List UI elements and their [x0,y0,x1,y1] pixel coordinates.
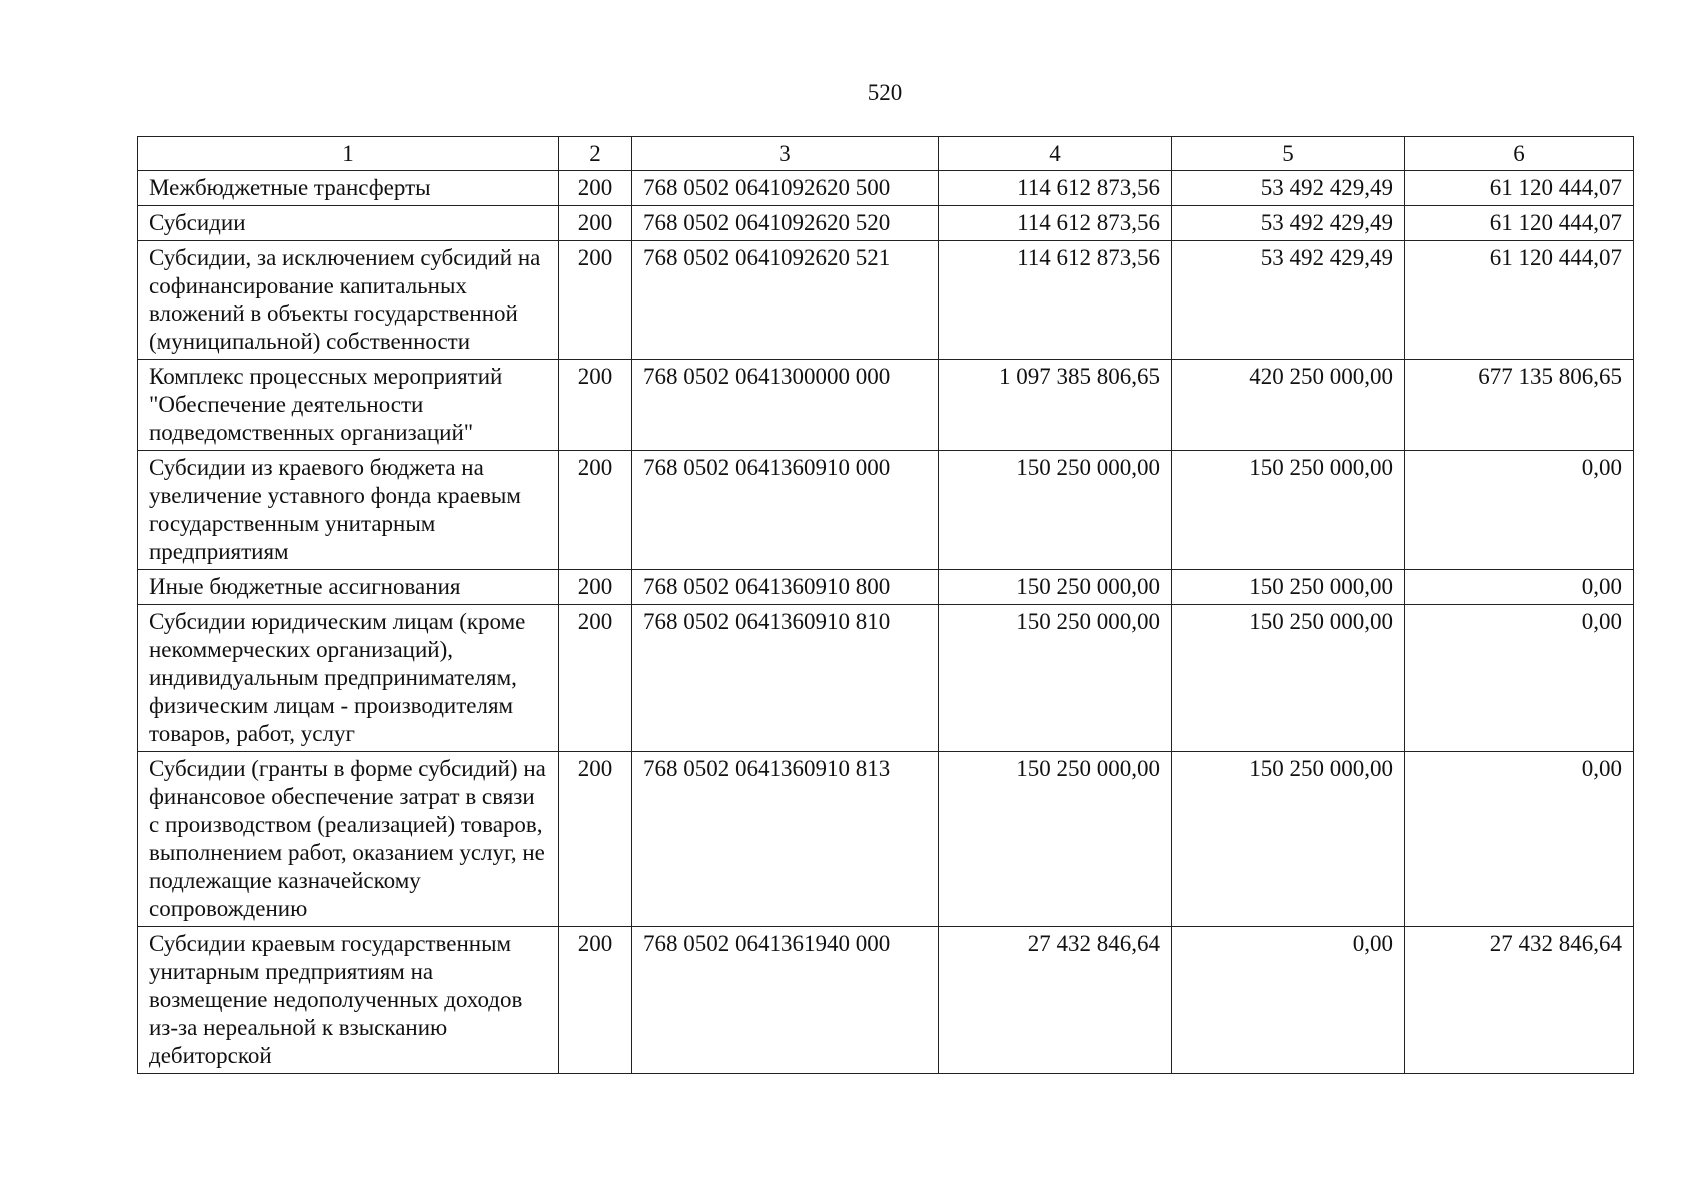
row-col-5: 150 250 000,00 [1172,605,1405,752]
row-kbk: 768 0502 0641092620 500 [632,171,939,206]
row-kbk: 768 0502 0641360910 800 [632,570,939,605]
row-kbk: 768 0502 0641361940 000 [632,927,939,1074]
row-col-5: 53 492 429,49 [1172,206,1405,241]
row-code: 200 [559,241,632,360]
row-col-5: 150 250 000,00 [1172,570,1405,605]
row-code: 200 [559,570,632,605]
header-col-3: 3 [632,137,939,171]
row-col-5: 150 250 000,00 [1172,752,1405,927]
header-col-4: 4 [939,137,1172,171]
row-kbk: 768 0502 0641360910 000 [632,451,939,570]
row-kbk: 768 0502 0641092620 520 [632,206,939,241]
table-row [138,605,1634,752]
row-col-6: 27 432 846,64 [1405,927,1634,1074]
page-number: 520 [867,80,903,105]
row-col-6: 677 135 806,65 [1405,360,1634,451]
row-code: 200 [559,360,632,451]
table-row [138,206,1634,241]
row-name: Субсидии [138,206,559,241]
row-col-4: 150 250 000,00 [939,570,1172,605]
header-row [138,137,1634,171]
budget-table [137,136,1634,1074]
row-col-6: 61 120 444,07 [1405,171,1634,206]
row-name: Межбюджетные трансферты [138,171,559,206]
row-col-4: 27 432 846,64 [939,927,1172,1074]
row-name: Субсидии, за исключением субсидий на софинансирование капитальных вложений в объекты государственной (муниципальной) собственности [138,241,559,360]
row-col-5: 420 250 000,00 [1172,360,1405,451]
header-col-1: 1 [138,137,559,171]
table-row [138,171,1634,206]
row-col-4: 150 250 000,00 [939,451,1172,570]
table-row [138,927,1634,1074]
row-name: Субсидии краевым государственным унитарным предприятиям на возмещение недополученных доходов из-за нереальной к взысканию дебиторской [138,927,559,1074]
table-body [138,171,1634,1074]
row-col-5: 0,00 [1172,927,1405,1074]
header-col-2: 2 [559,137,632,171]
row-col-4: 1 097 385 806,65 [939,360,1172,451]
row-code: 200 [559,752,632,927]
table-row [138,752,1634,927]
row-kbk: 768 0502 0641092620 521 [632,241,939,360]
header-col-5: 5 [1172,137,1405,171]
row-name: Субсидии юридическим лицам (кроме некоммерческих организаций), индивидуальным предпринимателям, физическим лицам - производителям товаров, работ, услуг [138,605,559,752]
row-col-5: 53 492 429,49 [1172,171,1405,206]
row-col-4: 114 612 873,56 [939,241,1172,360]
row-code: 200 [559,605,632,752]
header-col-6: 6 [1405,137,1634,171]
row-col-6: 0,00 [1405,570,1634,605]
row-col-6: 61 120 444,07 [1405,241,1634,360]
row-name: Субсидии из краевого бюджета на увеличение уставного фонда краевым государственным унитарным предприятиям [138,451,559,570]
row-col-4: 114 612 873,56 [939,171,1172,206]
row-col-6: 61 120 444,07 [1405,206,1634,241]
table-header [138,137,1634,171]
row-col-6: 0,00 [1405,605,1634,752]
row-kbk: 768 0502 0641360910 810 [632,605,939,752]
table-row [138,241,1634,360]
row-code: 200 [559,927,632,1074]
row-code: 200 [559,171,632,206]
row-col-4: 150 250 000,00 [939,752,1172,927]
row-col-5: 53 492 429,49 [1172,241,1405,360]
row-code: 200 [559,206,632,241]
row-col-5: 150 250 000,00 [1172,451,1405,570]
table-row [138,451,1634,570]
row-kbk: 768 0502 0641300000 000 [632,360,939,451]
row-col-6: 0,00 [1405,451,1634,570]
row-code: 200 [559,451,632,570]
table-row [138,570,1634,605]
row-kbk: 768 0502 0641360910 813 [632,752,939,927]
row-name: Иные бюджетные ассигнования [138,570,559,605]
row-name: Субсидии (гранты в форме субсидий) на финансовое обеспечение затрат в связи с производством (реализацией) товаров, выполнением работ, оказанием услуг, не подлежащие казначейскому сопровождению [138,752,559,927]
row-col-4: 150 250 000,00 [939,605,1172,752]
row-col-6: 0,00 [1405,752,1634,927]
table-row [138,360,1634,451]
row-name: Комплекс процессных мероприятий "Обеспечение деятельности подведомственных организаций" [138,360,559,451]
row-col-4: 114 612 873,56 [939,206,1172,241]
